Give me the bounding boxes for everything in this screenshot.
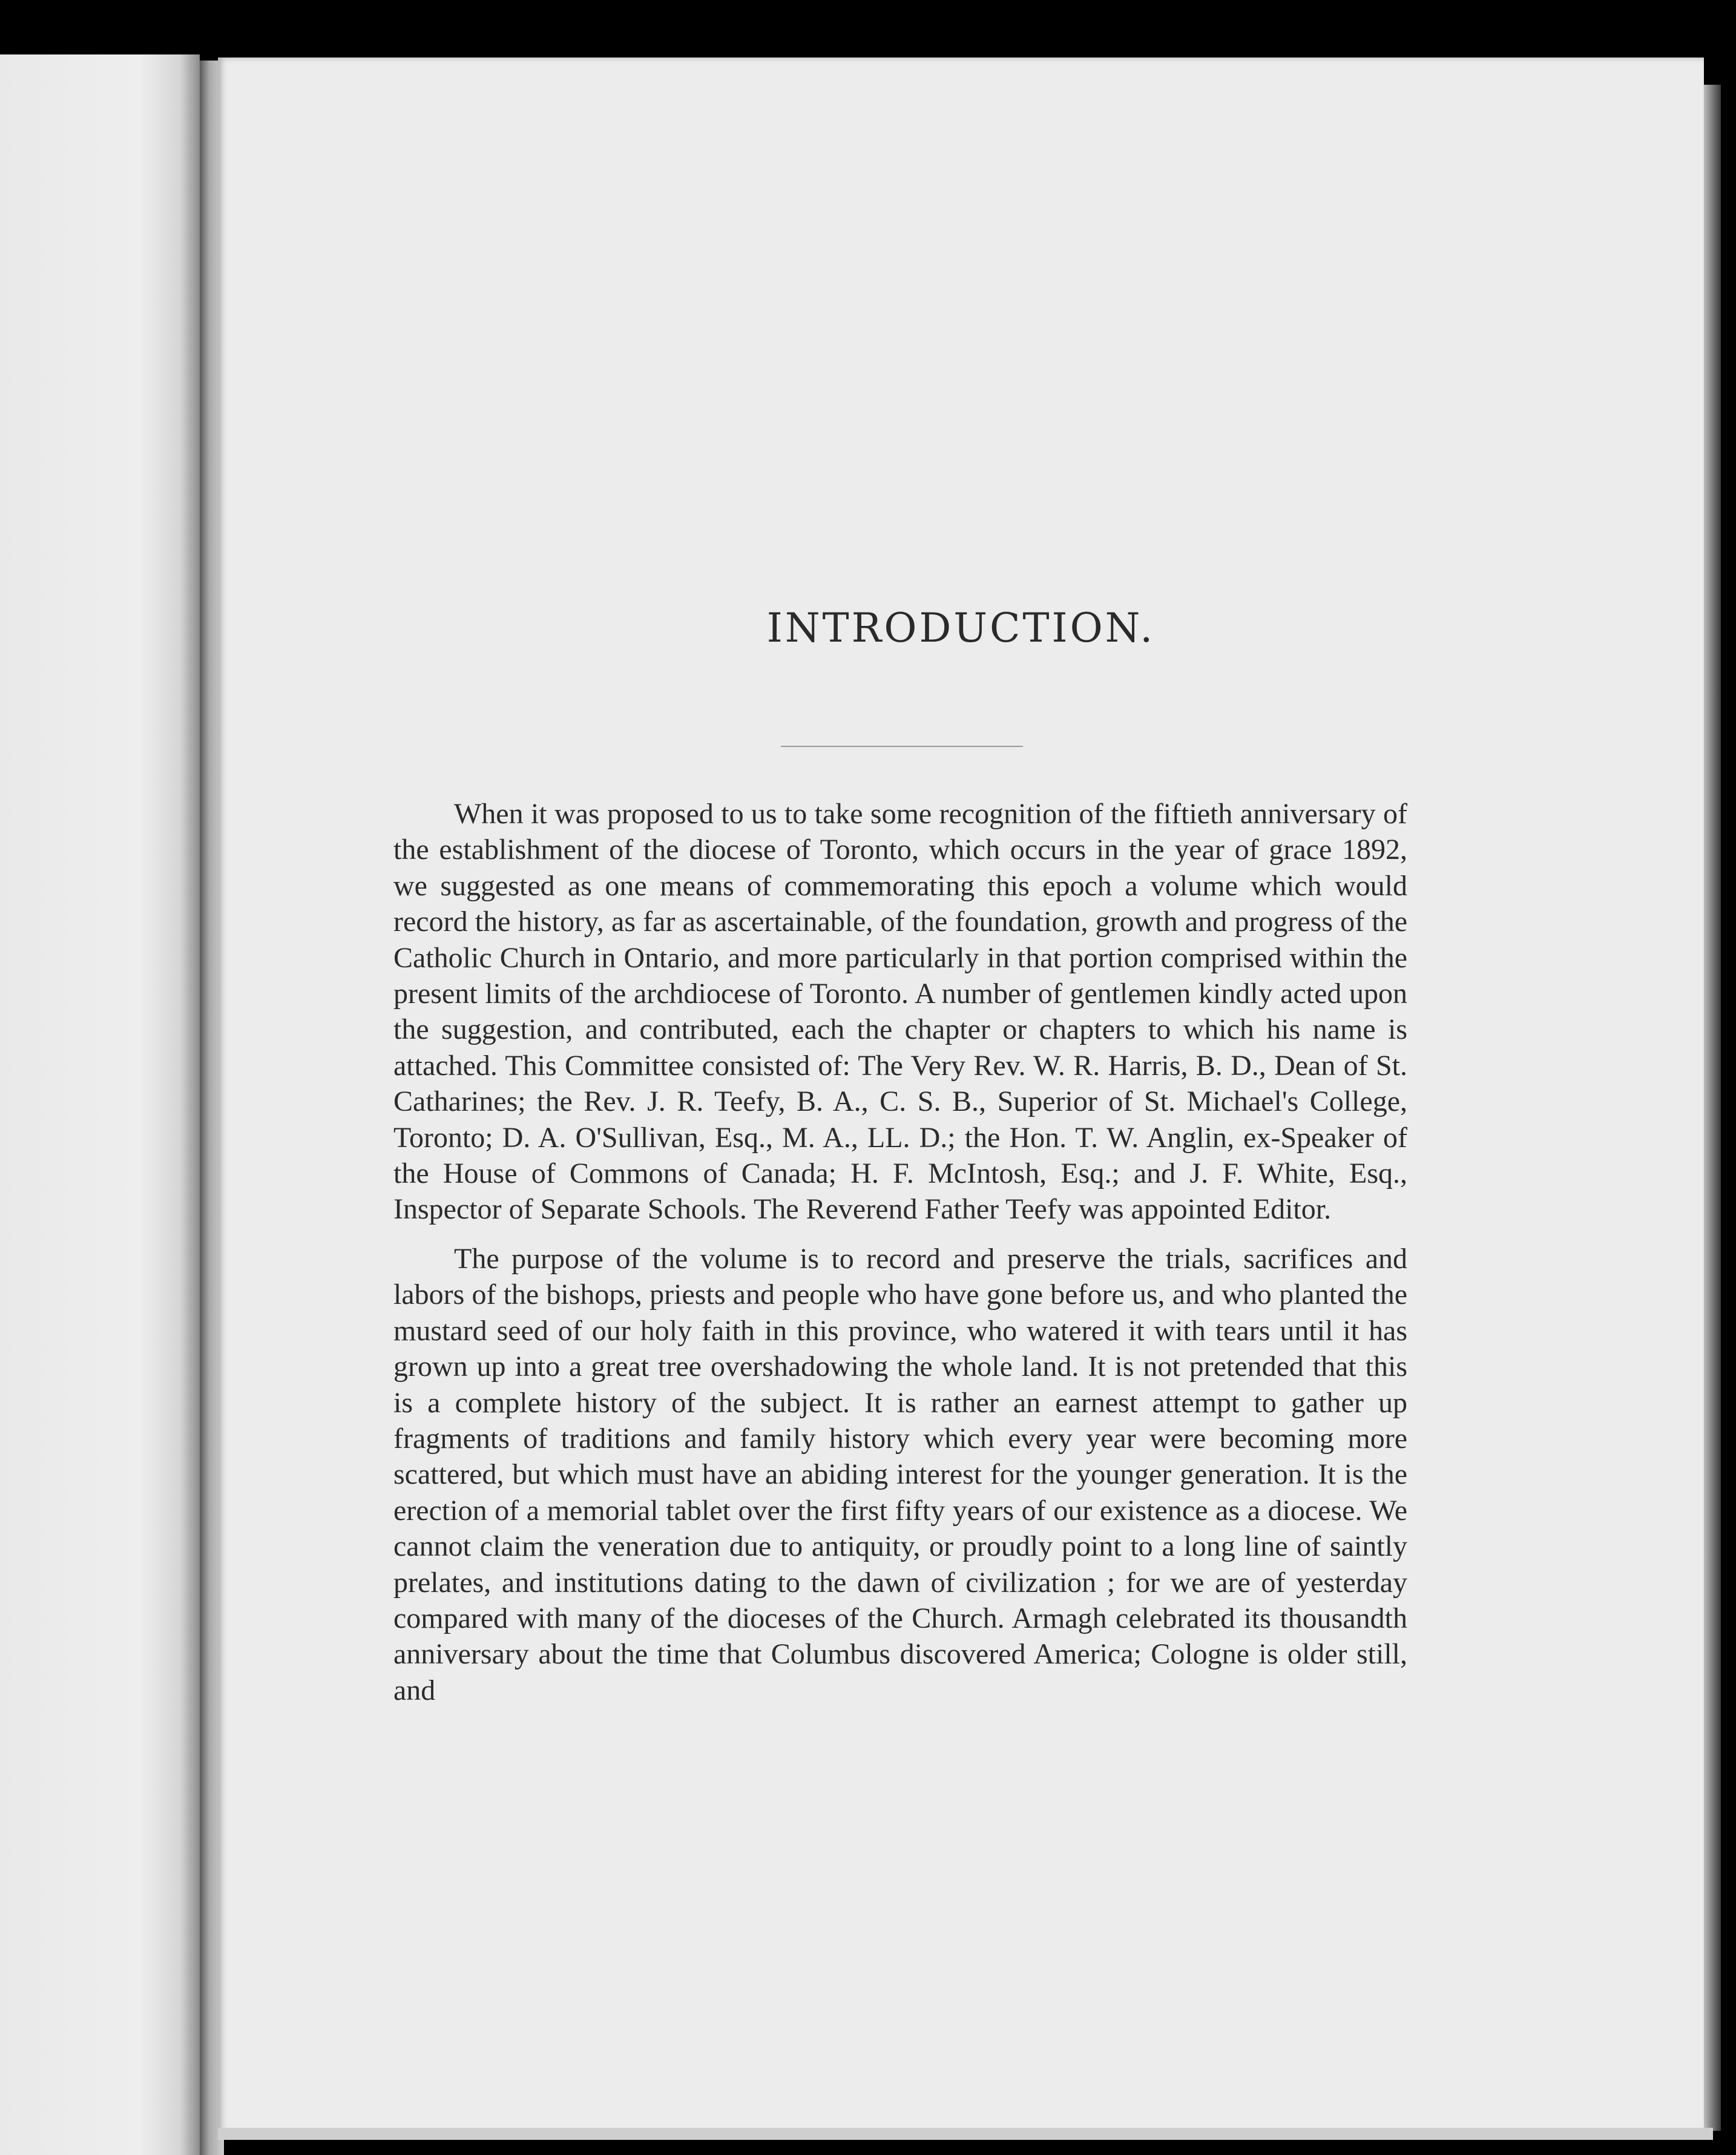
page-title: INTRODUCTION. (766, 605, 1156, 652)
page-bottom-edge (218, 2128, 1713, 2140)
title-divider (781, 746, 1023, 747)
book-page (218, 58, 1704, 2140)
paragraph: The purpose of the volume is to record and preserve the trials, sacrifices and labors of the bishops, priests and people who have gone before us, and who planted the mustard seed of our holy faith in this province, who watered it with tears until it has grown up into a great tree overshadowing the whole land. It is not pretended that this is a complete history of the subject. It is rather an earnest attempt to gather up fragments of traditions and family history which every year were becoming more scattered, but which must have an abiding interest for the younger generation. It is the erection of a memorial tablet over the first fifty years of our existence as a diocese. We cannot claim the veneration due to antiquity, or proudly point to a long line of saintly prelates, and institutions dating to the dawn of civilization ; for we are of yesterday compared with many of the dioceses of the Church. Armagh celebrated its thousandth anniversary about the time that Columbus discovered America; Cologne is older still, and (393, 1242, 1407, 1706)
paragraph: When it was proposed to us to take some recognition of the fiftieth anniversary of the establishment of the diocese of Toronto, which occurs in the year of grace 1892, we suggested as one means of commemorating this epoch a volume which would record the history, as far as ascertainable, of the foundation, growth and progress of the Catholic Church in Ontario, and more particularly in that portion comprised within the present limits of the archdiocese of Toronto. A number of gentlemen kindly acted upon the suggestion, and contributed, each the chapter or chapters to which his name is attached. This Committee consisted of: The Very Rev. W. R. Harris, B. D., Dean of St. Catharines; the Rev. J. R. Teefy, B. A., C. S. B., Superior of St. Michael's College, Toronto; D. A. O'Sullivan, Esq., M. A., LL. D.; the Hon. T. W. Anglin, ex-Speaker of the House of Commons of Canada; H. F. McIntosh, Esq.; and J. F. White, Esq., Inspector of Separate Schools. The Reverend Father Teefy was appointed Editor. (393, 798, 1407, 1226)
body-text (393, 796, 1407, 1722)
page-stack-edge (1704, 85, 1721, 2131)
previous-page-edge (0, 54, 200, 2155)
